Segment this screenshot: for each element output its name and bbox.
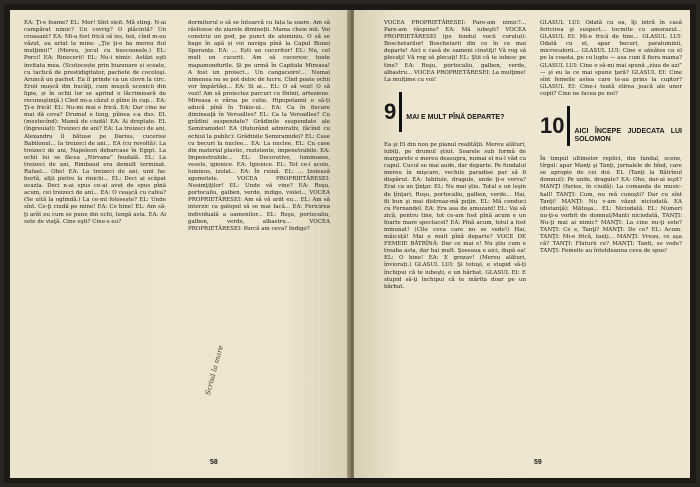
chapter-9-title: MAI E MULT PÎNĂ DEPARTE?	[406, 113, 505, 121]
left-col2-text: dormitorul o să se întoarcă cu fața la soare. Am să răsfoiesc de ziarele dimineții. Mama cheie mii. Voi construi un pod, pe punct de aluminiu. O să se bage în apă și voi naviga pînă la Capul Bunei Speranțe. EA: ... Ești un cuceritor! EL: Nu, cel mult un cucerit. Am să cuceresc toate mapamondurile. Și pe urmă în Capitala Mireasa! A fost un proiect... Un cangaceiro!... Numai nimenea nu se pot deloc de lucru. Cînd poate ochii vor împărtăși... EA: Si ai... EL: O să vezi! O să vezi! Am să proiectez parcuri cu fînînii, arteziene. Mireasa o vărsa pe cutie. Hipopotamii o să-ți aducă pînă în Tokio-ul... EA: Ca în fiecare dimineaţă în Versailles? EL: Ca la Versailles? Cu grădini suspendate? Grădinile suspendate ale Semiramidei! EA (fluturând admirativ, făcînd cu ochiul la public): Grădinile Semiramidei? EL: Case cu becuri la nuclee... EA: La nuclee. EL: Cu case din material plastic, rezistente, impenetrabile. EA: Impenetrabile... EL: Decorative, luminoase, vesele, igienice. EA: Igienice. EL: Tot ce-i acolo, luminos, izolat... EA: În ruină. EL: ... Izolează zgomotele. VOCEA PROPRIETĂRESEI: Nesimţiţilor! EL: Unde vă vine? EA: Roşu, portocaliu, galben, verde, indigo, violet... VOCEA PROPRIETĂRESEI: Am să vă arăt eu... EL: Am să interzic ca galopul să se mai facă... EA: Fericirea individuală a oamenilor... EL: Roşu, portocaliu, galben, verde, albastru... VOCEA PROPRIETĂRESEI: Parcă am ceva? Indigo?	[188, 20, 330, 232]
chapter-10-title: AICI ÎNCEPE JUDECATA LUI SOLOMON	[574, 128, 682, 144]
chapter-10-number: 10	[540, 106, 570, 146]
chapter-9-heading	[384, 92, 526, 136]
left-page-column-2	[188, 20, 330, 233]
book-spread	[4, 4, 696, 483]
right-col1-top-text: VOCEA PROPRIETĂRESEI: Pare-am nimic?... Pare-am răspuns? EA: Mă iubeşti? VOCEA PROPRIETĂRESEI (pe fondul vocii corului): Boschetarilor! Boschetarii din ce în ce mai departe! Aici e casă de oameni cinstiţi! Vă rog să plecaţi! Vă rog să plecaţi! EL: Ştii că te iubesc pe tine? EA: Roşu, portocaliu, galben, verde, albastru... VOCEA PROPRIETĂRESEI: La mulţime! La mulţime cu voi!	[384, 20, 526, 83]
page-number-right: 59	[534, 459, 542, 466]
left-col1-text: EA: Ţi-e foame? EL: Mor! Sînt sleit. Mă sting. N-ai cumpărat nimic? Un covrig? O plăcintă? Un croasant? EA: Mi-a fost frică să ies, teii, cînd m-au văzut, au urlat la mine: „Ţie ţi-e ba mereu fiul mulţimii!” (Mereu, jocul cu buscoanele.) EL: Porci! EA: Rinocerii! EL: Nu-i nimic. Astăzi eşti invitata mea. (Scotocește prin buzunare și scoate, cu tactică de prestidigitator, pachete de cocoloşi. Aruncă un pachet. Ea îl prinde ca un clovn la circ. Eroii mușcă din bucăţi, cum mușcă ucenicii din lipie, și în ochii lor se aprind o lăcrimioară de recunoştinţă.) Cînd mi-a căzut o pîine în cap... EA: Ţi-e frică! EL: Nu-mi mai e frică. EA: Dar cine ne mai dă ceva? Drumul e lung, pîinea s-a dus. EL (mestecînd): Mamă de ciudă! EA: Ai dreptate. EL (îngreuiat): Treizeci de ani? EA: La treizeci de ani, Alexandru îl bătuse pe Darius, cucerise Babilonul... Ia treizeci de ani... EA (cu revoltă): La treizeci de ani, Napoleon debarcase în Egipt. La ochii lui se făcea „Nirvana” feudală. EL: La treizeci de ani, Rimbaud era demult terminat. Rafael... Oho! EA: La treizeci de ani, unii fac burtă, alţii pietre la rinichi... EL: Deci ai scăpat ocazia. Deci n-ai spus ce-ai avut de spus pînă acum, cei treizeci de ani... EA: O ceaşcă cu cafea? (Se uită la oglindă.) La ce-mi folosește? EL: Unde sînt. Ce-ţi ciudă pe mine! EA: Ce bine! EL: Am să-ţi arăt eu cum se pune din ochi, lungă asta. EA: Ai sete de viaţă. Cine eşti? Cine-s eu?	[24, 20, 166, 225]
page-number-left: 58	[210, 459, 218, 466]
left-page	[10, 10, 350, 478]
handwritten-note: Scrisă la mare	[204, 344, 225, 397]
chapter-9-number: 9	[384, 92, 402, 132]
right-col2-bottom-text: În timpul ultimelor replici, din fundal, scene, tîrgul: apar Manţi şi Tanţi, jurnalele de bînd, care se apropie de cei doi. EL (Tanţi la Bătrînul domnul): Pe unde, dragule? EA: Oho, dar-ai ieşit? MANŢI (furios, în ciudă): La comanda de music-hall! TANŢI: Cum, nu mă cunoşti? Dar cu sînt Tanţi! MANŢI: Nu v-am văzut niciodată. EA (distanţă): Mătuşa... EL: Niciodată. EL: Numeri nu-ţi-a vorbit de domnul/Manti niciodată, TANŢI: Nu-ţi mai ai nimic? MANŢI: La cine nu-ţi este? TANŢI: Ce e, Tanţi? MANŢI: De ce? EL: Acum. TANŢI: Mi-e frică, tanţi... MANŢI: Vreau, ce aşa că? TANŢI: Fluturii ce? MANŢI: Tanti, se vede? TANŢI: Femeile au întotdeauna ceva de spus!	[540, 156, 682, 255]
right-page-column-2	[540, 20, 682, 255]
left-page-column-1	[24, 20, 166, 226]
chapter-10-heading	[540, 106, 682, 150]
right-col2-top-text: GLASUL LUI: Odată cu ea, îţi intră în casă fericirea şi suspect... tocmite cu amorazul... GLASUL EI: Mi-e frică de tine... GLASUL LUI: Odată cu el, apar becuri, paraluminii, microcalorii... GLASUL LUI: Cine e sănătos ca el pe la coasta, pe cu lupte — asa cum îl fiera mama? GLASUL LUI: Cine o să-mi mai spună „ziua de azi” — şi eu la ce mai spune ţară? GLASUL EI: Cine sînt femeile astea care te-au prins la cuptor? GLASUL EI: Cine-i toată stirea joacă ale unor copii? Cine ne facea pe noi?	[540, 20, 682, 97]
right-page	[354, 10, 690, 478]
right-page-column-1	[384, 20, 526, 291]
right-col1-bottom-text: Ea şi El din nou pe planul realităţii. Mereu alături, iubiţi, pe drumul ştiut. Soarele sub formă de margarete e mereu deasupra, numai ei nu-l văd cu capul. Cucul se mai aude, dar departe. Pe fundalul mereu în mişcare, vechile paradise par să fi dispărut. EA: Iubitule, dragule, unde ţi-e verva? Erai ca un ţînţar. EL: Nu mai ştiu. Totul e un leşin de ţînţari, Roşu, portocaliu, galben, verde... Hai, fii bun şi mai distreaz-mă puţin. EL: Mă conduci cu Fernandel. EA: Era asa de amuzant! EL: Vai să zică, pentru tine, tot ce-am fost pînă acum e un foarte mare spectacol? EA: Pînă acum, totul a fost minunat! (Cîte ceva care nu se vede!) Hai, măicuţă! Mai e mult pînă departe? VOCE DE FEMEIE BĂTRÎNĂ: Dar ce mai e! Nu ştiu cum e treaba asta, dar hai mult. Şoseaua e aici, după ea! EL: O bine! EA: E grozav! (Mereu alături, înviorați.) GLASUL LUI: Şi totuşi, e stupid să-ţi închipui că te iubeşti, e un bărbat. GLASUL EI: E stupid să-ţi închipui că te mărita doar pe un bărbat.	[384, 141, 526, 290]
